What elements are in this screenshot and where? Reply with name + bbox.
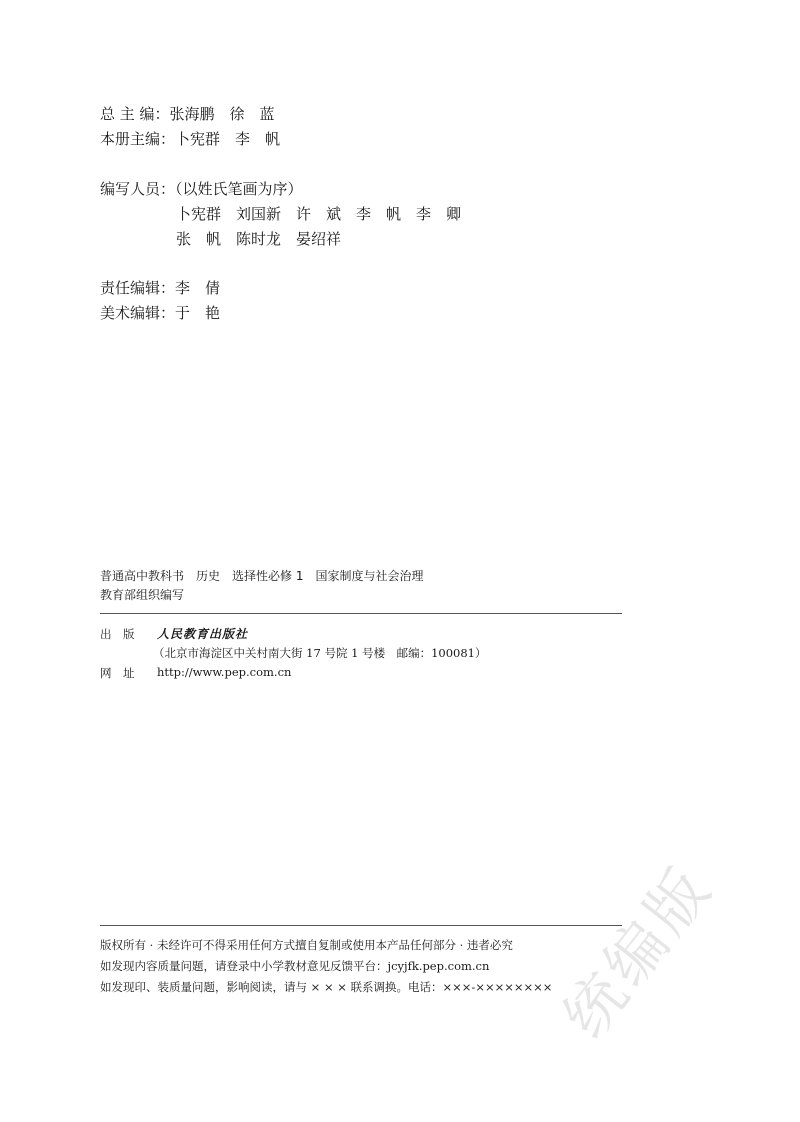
publisher-label: 出 版 xyxy=(100,627,135,641)
book-title: 普通高中教科书 历史 选择性必修 1 国家制度与社会治理 xyxy=(100,569,424,583)
watermark: 统编版 xyxy=(550,851,728,1052)
art-editor: 美术编辑：于 艳 xyxy=(100,304,221,322)
chief-editors: 总 主 编：张海鹏 徐 蓝 xyxy=(100,105,275,123)
writers-line-2: 张 帆 陈时龙 晏绍祥 xyxy=(176,230,342,248)
copyright-notice: 版权所有 · 未经许可不得采用任何方式擅自复制或使用本产品任何部分 · 违者必究 xyxy=(100,938,513,952)
writers-label: 编写人员：（以姓氏笔画为序） xyxy=(100,180,303,198)
website-link[interactable]: http://www.pep.com.cn xyxy=(157,665,292,679)
responsible-editor: 责任编辑：李 倩 xyxy=(100,279,221,297)
compiled-by: 教育部组织编写 xyxy=(100,588,185,602)
quality-feedback-notice: 如发现内容质量问题，请登录中小学教材意见反馈平台：jcyjfk.pep.com.cn xyxy=(100,959,490,973)
divider-bottom xyxy=(100,925,622,926)
divider-top xyxy=(100,613,622,614)
volume-editors: 本册主编：卜宪群 李 帆 xyxy=(100,130,281,148)
publisher-address: （北京市海淀区中关村南大街 17 号院 1 号楼 邮编：100081） xyxy=(153,646,487,660)
print-issue-notice: 如发现印、装质量问题，影响阅读，请与 × × × 联系调换。电话：×××-×××××××× xyxy=(100,980,553,994)
publisher-logo: 人民教育出版社 xyxy=(157,627,249,641)
website-label: 网 址 xyxy=(100,666,135,680)
writers-line-1: 卜宪群 刘国新 许 斌 李 帆 李 卿 xyxy=(176,205,462,223)
